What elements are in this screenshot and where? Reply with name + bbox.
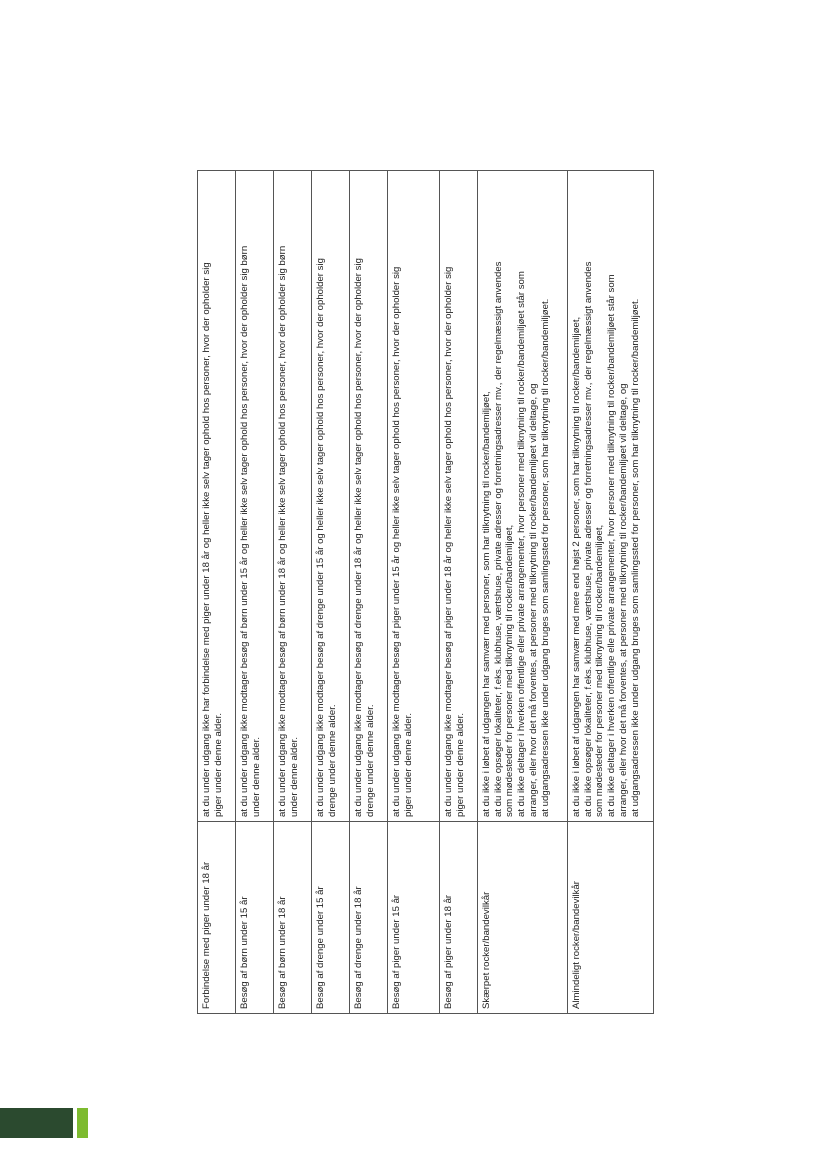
condition-text-line: at du ikke deltager i hverken offentlige eller private arrangementer, hvor personer med tilknytning til rocker/bandemiljøet står som	[516, 271, 528, 817]
rotated-table-frame	[197, 170, 655, 1014]
condition-text-line: som mødesteder for personer med tilknytning til rocker/bandemiljøet,	[594, 524, 606, 817]
footer-bar-dark	[0, 1108, 73, 1138]
condition-text-line: at du ikke opsøger lokaliteter, f.eks. klubhuse, værtshuse, private adresser og forretningsadresser mv., der regelmæssigt anvendes	[582, 261, 594, 817]
condition-text-line: at du under udgang ikke har forbindelse med piger under 18 år og heller ikke selv tager ophold hos personer, hvor der opholder sig	[201, 262, 212, 817]
table-row	[388, 171, 440, 1014]
condition-text-line: at du ikke i løbet af udgangen har samvær med mere end højst 2 personer, som har tilknytning til rocker/bandemiljøet,	[571, 316, 582, 817]
condition-text-line: piger under denne alder.	[402, 712, 414, 817]
footer-bar-green	[77, 1108, 88, 1138]
condition-text-line: at du ikke i løbet af udgangen har samvær med personer, som har tilknytning til rocker/bandemiljøet,	[481, 391, 492, 817]
condition-label: Besøg af børn under 18 år	[274, 822, 312, 1014]
condition-text-line: piger under denne alder.	[212, 712, 224, 817]
condition-text-line: at du ikke opsøger lokaliteter, f.eks. klubhuse, værtshuse, private adresser og forretningsadresser mv., der regelmæssigt anvendes	[492, 261, 504, 817]
condition-text-line: under denne alder.	[250, 736, 262, 817]
condition-text	[198, 171, 236, 822]
condition-text	[236, 171, 274, 822]
condition-label: Besøg af børn under 15 år	[236, 822, 274, 1014]
condition-text-line: arranger, eller hvor det må forventes, at personer med tilknytning til rocker/bandemiljøet vil deltage, og	[617, 383, 629, 817]
condition-label: Besøg af drenge under 18 år	[350, 822, 388, 1014]
condition-text-line: at du under udgang ikke modtager besøg af drenge under 15 år og heller ikke selv tager ophold hos personer, hvor der opholder sig	[315, 258, 326, 817]
condition-text-line: arranger, eller hvor det må forventes, at personer med tilknytning til rocker/bandemiljøet vil deltage, og	[527, 383, 539, 817]
condition-text-line: drenge under denne alder.	[326, 704, 338, 817]
condition-text-line: at du under udgang ikke modtager besøg af piger under 18 år og heller ikke selv tager ophold hos personer, hvor der opholder sig	[443, 266, 454, 817]
condition-text-line: at du under udgang ikke modtager besøg af børn under 15 år og heller ikke selv tager ophold hos personer, hvor der opholder sig børn	[239, 245, 250, 817]
table-row	[478, 171, 568, 1014]
condition-text	[350, 171, 388, 822]
condition-text-line: drenge under denne alder.	[364, 704, 376, 817]
table-row	[440, 171, 478, 1014]
condition-label: Forbindelse med piger under 18 år	[198, 822, 236, 1014]
table-row	[236, 171, 274, 1014]
table-row	[198, 171, 236, 1014]
condition-text	[312, 171, 350, 822]
condition-text	[440, 171, 478, 822]
table-row	[568, 171, 654, 1014]
condition-label: Besøg af drenge under 15 år	[312, 822, 350, 1014]
condition-text-line: at du ikke deltager i hverken offentlige elle private arrangementer, hvor personer med tilknytning til rocker/bandemiljøet står som	[606, 274, 618, 817]
condition-label: Skærpet rocker/bandevilkår	[478, 822, 568, 1014]
condition-text-line: at udgangsadressen ikke under udgang bruges som samlingssted for personer, som har tilknytning til rocker/bandemiljøet.	[539, 298, 551, 817]
condition-text-line: at udgangsadressen ikke under udgang bruges som samlingssted for personer, som har tilknytning til rocker/bandemiljøet.	[629, 298, 641, 817]
table-row	[350, 171, 388, 1014]
condition-label: Besøg af piger under 15 år	[388, 822, 440, 1014]
condition-text-line: at du under udgang ikke modtager besøg af børn under 18 år og heller ikke selv tager ophold hos personer, hvor der opholder sig børn	[277, 245, 288, 817]
condition-text-line: under denne alder.	[288, 736, 300, 817]
condition-text	[568, 171, 654, 822]
condition-text-line: at du under udgang ikke modtager besøg af piger under 15 år og heller ikke selv tager ophold hos personer, hvor der opholder sig	[391, 266, 402, 817]
condition-text-line: at du under udgang ikke modtager besøg af drenge under 18 år og heller ikke selv tager ophold hos personer, hvor der opholder sig	[353, 258, 364, 817]
condition-label: Besøg af piger under 18 år	[440, 822, 478, 1014]
condition-text	[274, 171, 312, 822]
condition-text	[388, 171, 440, 822]
rotated-table-content	[197, 170, 655, 1014]
condition-text	[478, 171, 568, 822]
table-row	[312, 171, 350, 1014]
table-row	[274, 171, 312, 1014]
condition-text-line: piger under denne alder.	[454, 712, 466, 817]
conditions-table	[197, 170, 654, 1014]
condition-label: Almindeligt rocker/bandevilkår	[568, 822, 654, 1014]
condition-text-line: som mødesteder for personer med tilknytning til rocker/bandemiljøet,	[504, 524, 516, 817]
